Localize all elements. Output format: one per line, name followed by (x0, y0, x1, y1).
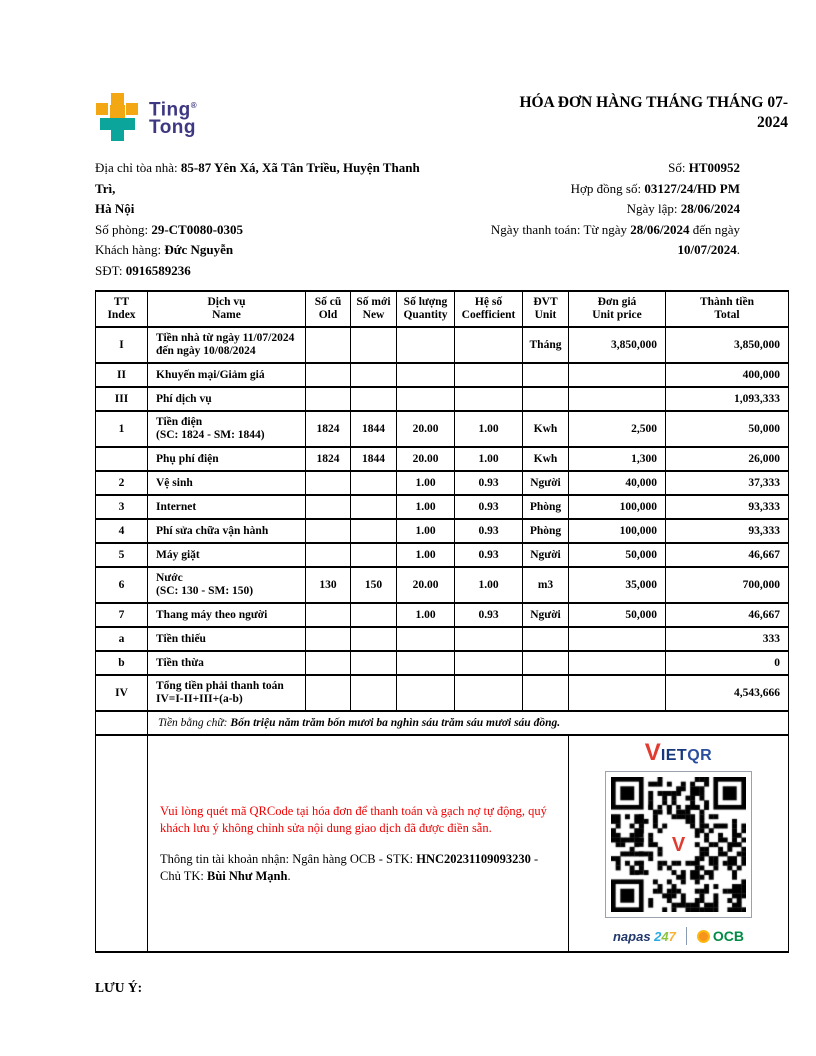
cell-qty (397, 675, 455, 711)
invoice-table (95, 290, 789, 953)
page-title (478, 93, 788, 133)
invoice-number: Số: HT00952 (668, 160, 740, 175)
cell-old (306, 471, 351, 495)
cell-qty: 1.00 (397, 495, 455, 519)
invoice-info (95, 158, 788, 281)
cell-old (306, 627, 351, 651)
page-title-line2: 2024 (757, 114, 788, 131)
cell-new (351, 495, 397, 519)
cell-coef: 1.00 (455, 567, 523, 603)
cell-old (306, 651, 351, 675)
cell-name: Vệ sinh (148, 471, 306, 495)
cell-price: 100,000 (569, 495, 666, 519)
cell-new: 150 (351, 567, 397, 603)
cell-tt: 7 (96, 603, 148, 627)
cell-unit: Tháng (523, 327, 569, 363)
cell-coef (455, 627, 523, 651)
cell-tt: 1 (96, 411, 148, 447)
cell-old: 1824 (306, 411, 351, 447)
table-row (96, 603, 789, 627)
cell-price: 3,850,000 (569, 327, 666, 363)
cell-unit: Người (523, 603, 569, 627)
cell-total: 46,667 (666, 603, 789, 627)
table-row (96, 543, 789, 567)
table-row (96, 519, 789, 543)
cell-old (306, 543, 351, 567)
cell-new (351, 675, 397, 711)
registered-mark: ® (190, 101, 198, 110)
table-row (96, 363, 789, 387)
invoice-table-header (96, 291, 789, 327)
cell-name: Phí sửa chữa vận hành (148, 519, 306, 543)
cell-tt: II (96, 363, 148, 387)
cell-tt: 3 (96, 495, 148, 519)
cell-old (306, 363, 351, 387)
cell-tt (96, 447, 148, 471)
cell-tt: b (96, 651, 148, 675)
cell-name: Tiền thiếu (148, 627, 306, 651)
cell-tt: I (96, 327, 148, 363)
payment-instructions (148, 735, 569, 952)
cell-total: 4,543,666 (666, 675, 789, 711)
cell-unit (523, 363, 569, 387)
cell-name: Phụ phí điện (148, 447, 306, 471)
cell-old: 1824 (306, 447, 351, 471)
payment-row (96, 735, 789, 952)
customer-phone: SĐT: 0916589236 (95, 262, 191, 278)
tingtong-logo-text (149, 93, 197, 137)
cell-unit (523, 387, 569, 411)
cell-coef: 1.00 (455, 447, 523, 471)
cell-unit (523, 651, 569, 675)
cell-qty (397, 327, 455, 363)
cell-unit (523, 627, 569, 651)
table-row (96, 411, 789, 447)
cell-unit: Phòng (523, 495, 569, 519)
cell-coef: 0.93 (455, 495, 523, 519)
cell-qty: 1.00 (397, 543, 455, 567)
col-header-quantity: Số lượng Quantity (397, 291, 455, 327)
col-header-name: Dịch vụ Name (148, 291, 306, 327)
building-address: Địa chỉ tòa nhà: 85-87 Yên Xá, Xã Tân Triều, Huyện Thanh Trì, (95, 160, 420, 196)
cell-new (351, 363, 397, 387)
cell-new (351, 651, 397, 675)
cell-tt (96, 711, 148, 735)
invoice-info-right (431, 158, 788, 281)
logo-square (126, 103, 138, 115)
cell-price: 1,300 (569, 447, 666, 471)
cell-coef: 0.93 (455, 603, 523, 627)
cell-new (351, 519, 397, 543)
cell-new (351, 387, 397, 411)
col-header-unit-price: Đơn giá Unit price (569, 291, 666, 327)
cell-name: Thang máy theo người (148, 603, 306, 627)
cell-coef (455, 651, 523, 675)
vietqr-panel (569, 735, 789, 952)
tingtong-logo-icon (95, 93, 141, 141)
cell-name: Tiền nhà từ ngày 11/07/2024 đến ngày 10/08/2024 (148, 327, 306, 363)
logo-square (96, 103, 108, 115)
cell-coef (455, 675, 523, 711)
table-row (96, 627, 789, 651)
page-title-line1: HÓA ĐƠN HÀNG THÁNG THÁNG 07- (519, 94, 788, 111)
ocb-logo: OCB (697, 930, 744, 943)
cell-price (569, 387, 666, 411)
cell-coef: 0.93 (455, 543, 523, 567)
cell-coef (455, 363, 523, 387)
qr-center-v-icon: V (666, 832, 692, 858)
cell-total: 333 (666, 627, 789, 651)
cell-old: 130 (306, 567, 351, 603)
cell-price: 50,000 (569, 543, 666, 567)
cell-total: 37,333 (666, 471, 789, 495)
header-row (96, 291, 789, 327)
cell-total: 0 (666, 651, 789, 675)
cell-new (351, 327, 397, 363)
cell-qty: 20.00 (397, 567, 455, 603)
table-row (96, 675, 789, 711)
cell-tt: III (96, 387, 148, 411)
cell-price: 2,500 (569, 411, 666, 447)
account-info-text: Thông tin tài khoản nhận: Ngân hàng OCB - STK: HNC20231109093230 - Chủ TK: Bùi Như Mạnh. (160, 851, 539, 883)
cell-name: Máy giặt (148, 543, 306, 567)
cell-qty (397, 651, 455, 675)
cell-total: 3,850,000 (666, 327, 789, 363)
cell-new (351, 471, 397, 495)
cell-unit: Người (523, 543, 569, 567)
cell-qty: 20.00 (397, 447, 455, 471)
cell-new (351, 603, 397, 627)
cell-name: Tổng tiền phải thanh toán IV=I-II+III+(a-b) (148, 675, 306, 711)
cell-name: Tiền thừa (148, 651, 306, 675)
cell-qty: 20.00 (397, 411, 455, 447)
napas-247-logo: napas 247 (612, 928, 676, 944)
cell-name: Tiền điện (SC: 1824 - SM: 1844) (148, 411, 306, 447)
logo-square (111, 129, 124, 141)
cell-total: 400,000 (666, 363, 789, 387)
invoice-info-left (95, 158, 431, 281)
cell-total: 1,093,333 (666, 387, 789, 411)
col-header-total: Thành tiền Total (666, 291, 789, 327)
issue-date: Ngày lập: 28/06/2024 (626, 201, 740, 216)
cell-qty (397, 387, 455, 411)
table-row (96, 567, 789, 603)
cell-unit: Kwh (523, 411, 569, 447)
cell-old (306, 327, 351, 363)
logo-word-ting: Ting (149, 99, 191, 121)
cell-old (306, 387, 351, 411)
cell-qty: 1.00 (397, 519, 455, 543)
cell-price (569, 651, 666, 675)
page-header (95, 93, 788, 141)
cell-coef: 0.93 (455, 471, 523, 495)
cell-price: 100,000 (569, 519, 666, 543)
cell-old (306, 675, 351, 711)
cell-old (306, 495, 351, 519)
cell-price: 40,000 (569, 471, 666, 495)
cell-coef: 1.00 (455, 411, 523, 447)
col-header-unit: ĐVT Unit (523, 291, 569, 327)
table-row (96, 447, 789, 471)
cell-new: 1844 (351, 447, 397, 471)
cell-price (569, 627, 666, 651)
cell-price: 50,000 (569, 603, 666, 627)
table-row (96, 651, 789, 675)
invoice-table-body (96, 327, 789, 711)
cell-coef: 0.93 (455, 519, 523, 543)
table-row (96, 471, 789, 495)
cell-unit (523, 675, 569, 711)
cell-unit: Người (523, 471, 569, 495)
cell-unit: Phòng (523, 519, 569, 543)
logo-word-tong: Tong (149, 117, 197, 139)
divider (686, 927, 687, 945)
logo-square (110, 105, 125, 119)
table-row (96, 495, 789, 519)
cell-qty: 1.00 (397, 471, 455, 495)
cell-tt: 2 (96, 471, 148, 495)
col-header-new: Số mới New (351, 291, 397, 327)
cell-unit: Kwh (523, 447, 569, 471)
cell-total: 26,000 (666, 447, 789, 471)
invoice-table-footer (96, 711, 789, 952)
cell-coef (455, 387, 523, 411)
note-heading: LƯU Ý: (95, 980, 143, 995)
cell-old (306, 603, 351, 627)
cell-qty: 1.00 (397, 603, 455, 627)
col-header-index: TT Index (96, 291, 148, 327)
cell-name: Internet (148, 495, 306, 519)
customer-name: Khách hàng: Đức Nguyễn (95, 242, 234, 257)
qr-warning-text: Vui lòng quét mã QRCode tại hóa đơn để thanh toán và gạch nợ tự động, quý khách lưu ý không chỉnh sửa nội dung giao dịch đã được điền sẵn. (160, 803, 547, 835)
cell-tt: 6 (96, 567, 148, 603)
cell-total: 50,000 (666, 411, 789, 447)
qr-footer-logos (569, 927, 788, 945)
cell-name: Phí dịch vụ (148, 387, 306, 411)
table-row (96, 387, 789, 411)
cell-new (351, 543, 397, 567)
cell-total: 93,333 (666, 519, 789, 543)
payment-period: Ngày thanh toán: Từ ngày 28/06/2024 đến ngày 10/07/2024. (490, 221, 740, 257)
qr-code (605, 771, 752, 918)
cell-total: 700,000 (666, 567, 789, 603)
contract-number: Hợp đồng số: 03127/24/HD PM (570, 180, 740, 196)
cell-name: Nước (SC: 130 - SM: 150) (148, 567, 306, 603)
col-header-coefficient: Hệ số Coefficient (455, 291, 523, 327)
cell-total: 93,333 (666, 495, 789, 519)
cell-price (569, 363, 666, 387)
cell-qty (397, 627, 455, 651)
cell-tt: a (96, 627, 148, 651)
amount-in-words-row (96, 711, 789, 735)
vietqr-logo: VIETQR (644, 739, 713, 766)
cell-qty (397, 363, 455, 387)
cell-tt: 4 (96, 519, 148, 543)
ocb-logo-icon (697, 930, 710, 943)
building-address-city: Hà Nội (95, 201, 135, 216)
cell-tt: IV (96, 675, 148, 711)
room-number: Số phòng: 29-CT0080-0305 (95, 221, 244, 237)
cell-new (351, 627, 397, 651)
table-row (96, 327, 789, 363)
cell-tt (96, 735, 148, 952)
cell-unit: m3 (523, 567, 569, 603)
amount-in-words: Tiền bằng chữ: Bốn triệu năm trăm bốn mươi ba nghìn sáu trăm sáu mươi sáu đồng. (148, 711, 789, 735)
cell-tt: 5 (96, 543, 148, 567)
cell-total: 46,667 (666, 543, 789, 567)
cell-name: Khuyến mại/Giảm giá (148, 363, 306, 387)
cell-new: 1844 (351, 411, 397, 447)
col-header-old: Số cũ Old (306, 291, 351, 327)
tingtong-logo (95, 93, 197, 141)
cell-price: 35,000 (569, 567, 666, 603)
cell-old (306, 519, 351, 543)
cell-coef (455, 327, 523, 363)
cell-price (569, 675, 666, 711)
